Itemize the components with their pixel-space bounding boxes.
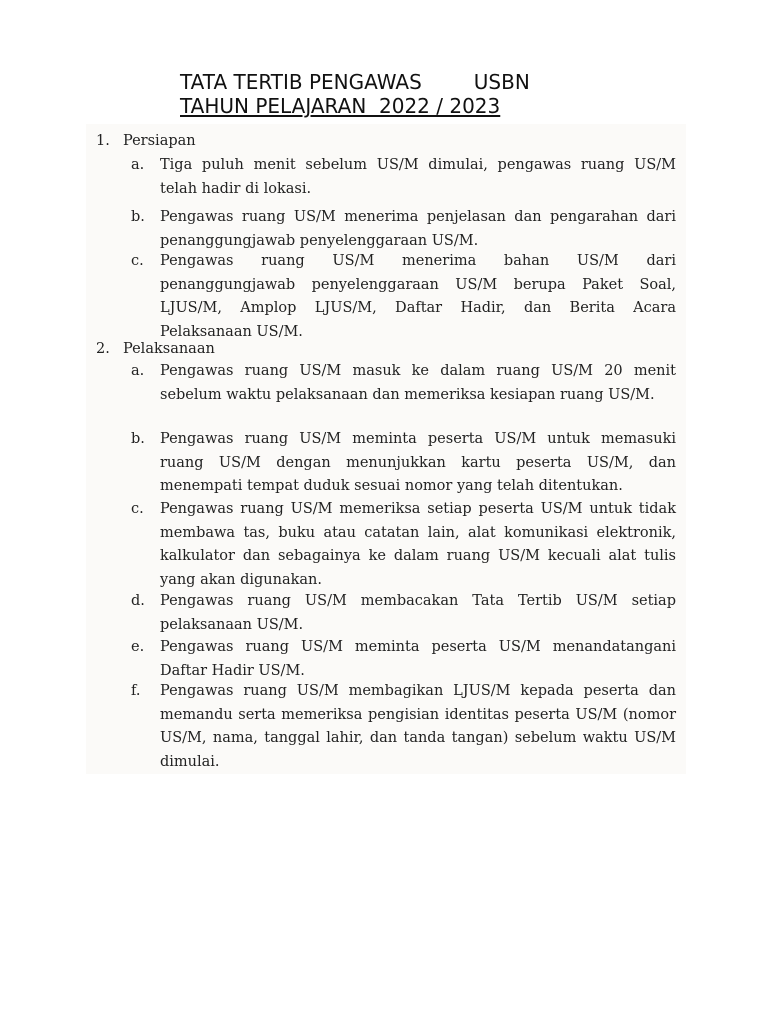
item-letter: a.: [131, 157, 145, 173]
document-title-suffix: USBN: [473, 70, 530, 94]
item-text: Pengawas ruang US/M membacakan Tata Tertib US/M setiap pelaksanaan US/M.: [160, 593, 676, 633]
item-text: Pengawas ruang US/M meminta peserta US/M untuk memasuki ruang US/M dengan menunjukkan kartu peserta US/M, dan menempati tempat duduk sesuai nomor yang telah ditentukan.: [160, 431, 676, 494]
item-text: Pengawas ruang US/M menerima bahan US/M dari penanggungjawab penyelenggaraan US/M berupa Paket Soal, LJUS/M, Amplop LJUS/M, Daftar Hadir, dan Berita Acara Pelaksanaan US/M.: [160, 253, 676, 340]
item-text: Pengawas ruang US/M menerima penjelasan dan pengarahan dari penanggungjawab penyelenggaraan US/M.: [160, 209, 676, 249]
item-letter: c.: [131, 501, 144, 517]
item-text: Pengawas ruang US/M memeriksa setiap peserta US/M untuk tidak membawa tas, buku atau catatan lain, alat komunikasi elektronik, kalkulator dan sebagainya ke dalam ruang US/M kecuali alat tulis yang akan digunakan.: [160, 501, 676, 588]
item-letter: c.: [131, 253, 144, 269]
scanned-content: [86, 124, 686, 774]
document-header: [180, 70, 530, 118]
section-number: 2.: [96, 341, 110, 357]
item-text: Tiga puluh menit sebelum US/M dimulai, pengawas ruang US/M telah hadir di lokasi.: [160, 157, 676, 197]
title-line: [180, 70, 530, 94]
item-text: Pengawas ruang US/M meminta peserta US/M menandatangani Daftar Hadir US/M.: [160, 639, 676, 679]
item-letter: e.: [131, 639, 145, 655]
document-title: TATA TERTIB PENGAWAS: [180, 70, 422, 94]
item-letter: b.: [131, 431, 145, 447]
document-subtitle: TAHUN PELAJARAN 2022 / 2023: [180, 94, 501, 118]
section-number: 1.: [96, 133, 110, 149]
item-letter: f.: [131, 683, 141, 699]
item-text: Pengawas ruang US/M membagikan LJUS/M kepada peserta dan memandu serta memeriksa pengisian identitas peserta US/M (nomor US/M, nama, tanggal lahir, dan tanda tangan) sebelum waktu US/M dimulai.: [160, 683, 676, 770]
section-label: Persiapan: [123, 133, 196, 149]
item-letter: a.: [131, 363, 145, 379]
section-label: Pelaksanaan: [123, 341, 215, 357]
item-letter: b.: [131, 209, 145, 225]
item-letter: d.: [131, 593, 145, 609]
item-text: Pengawas ruang US/M masuk ke dalam ruang US/M 20 menit sebelum waktu pelaksanaan dan memeriksa kesiapan ruang US/M.: [160, 363, 676, 403]
